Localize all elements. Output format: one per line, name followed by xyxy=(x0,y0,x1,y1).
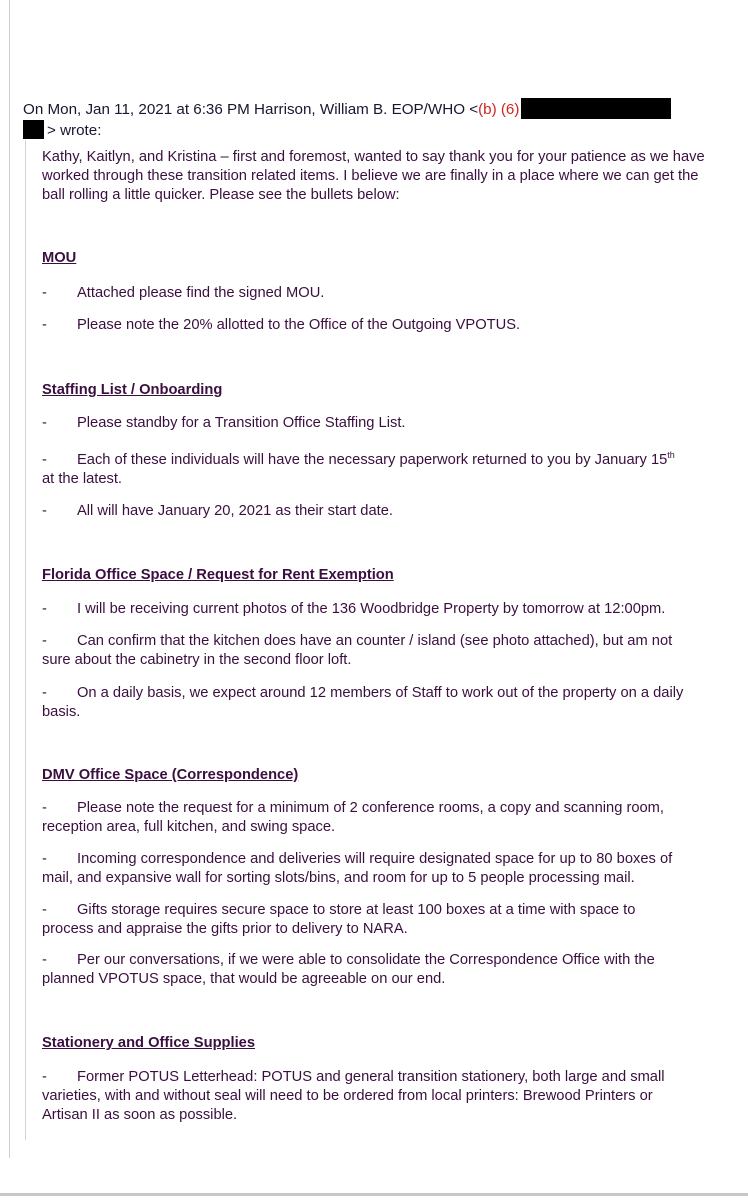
intro-text: Kathy, Kaitlyn, and Kristina – first and foremost, wanted to say thank you for your patience as we have worked through these transition related items. I believe we are finally in a place where we can get the ball rolling a little quicker. Please see the bullets below: xyxy=(42,149,705,203)
redaction-block xyxy=(521,98,671,119)
bullet-item: - Please standby for a Transition Office Staffing List. xyxy=(42,415,406,431)
bullet-item: - On a daily basis, we expect around 12 members of Staff to work out of the property on a daily basis. xyxy=(42,685,684,720)
section-title-stationery: Stationery and Office Supplies xyxy=(42,1035,256,1051)
left-margin-rule xyxy=(9,0,10,1158)
bullet-item: - Former POTUS Letterhead: POTUS and general transition stationery, both large and small varieties, with and without seal will need to be ordered from local printers: Brewood Printers or Artisan II as soon as possible. xyxy=(42,1069,665,1123)
header-line-2: > wrote: xyxy=(47,122,102,139)
section-title-mou: MOU xyxy=(42,250,77,266)
bullet-item: - Can confirm that the kitchen does have an counter / island (see photo attached), but am not sure about the cabinetry in the second floor loft. xyxy=(42,633,673,668)
bullet-item: - Please note the request for a minimum of 2 conference rooms, a copy and scanning room, reception area, full kitchen, and swing space. xyxy=(42,800,664,835)
header-line-1: On Mon, Jan 11, 2021 at 6:36 PM Harrison, William B. EOP/WHO < xyxy=(23,101,479,118)
bullet-item: - Please note the 20% allotted to the Office of the Outgoing VPOTUS. xyxy=(42,317,521,333)
bullet-item: - Attached please find the signed MOU. xyxy=(42,285,325,301)
redaction-label: (b) (6) xyxy=(478,101,520,118)
bullet-item: - Gifts storage requires secure space to store at least 100 boxes at a time with space to process and appraise the gifts prior to delivery to NARA. xyxy=(42,902,636,937)
redaction-block-2 xyxy=(23,120,44,139)
section-title-dmv: DMV Office Space (Correspondence) xyxy=(42,767,299,783)
bullet-item: - I will be receiving current photos of the 136 Woodbridge Property by tomorrow at 12:00pm. xyxy=(42,601,666,617)
intro-paragraph xyxy=(42,148,712,205)
bullet-item: - Each of these individuals will have the necessary paperwork returned to you by January 15th at the latest. xyxy=(42,450,675,487)
bullet-item: - Per our conversations, if we were able to consolidate the Correspondence Office with the planned VPOTUS space, that would be agreeable on our end. xyxy=(42,952,655,987)
bottom-rule xyxy=(0,1193,748,1196)
superscript-th: th xyxy=(667,450,675,461)
quote-rule xyxy=(25,140,26,1140)
section-title-florida: Florida Office Space / Request for Rent Exemption xyxy=(42,567,394,583)
section-title-staffing: Staffing List / Onboarding xyxy=(42,382,223,398)
bullet-item: - Incoming correspondence and deliveries will require designated space for up to 80 boxes of mail, and expansive wall for sorting slots/bins, and room for up to 5 people processing mail. xyxy=(42,851,673,886)
email-header xyxy=(23,98,723,141)
bullet-item: - All will have January 20, 2021 as their start date. xyxy=(42,503,393,519)
